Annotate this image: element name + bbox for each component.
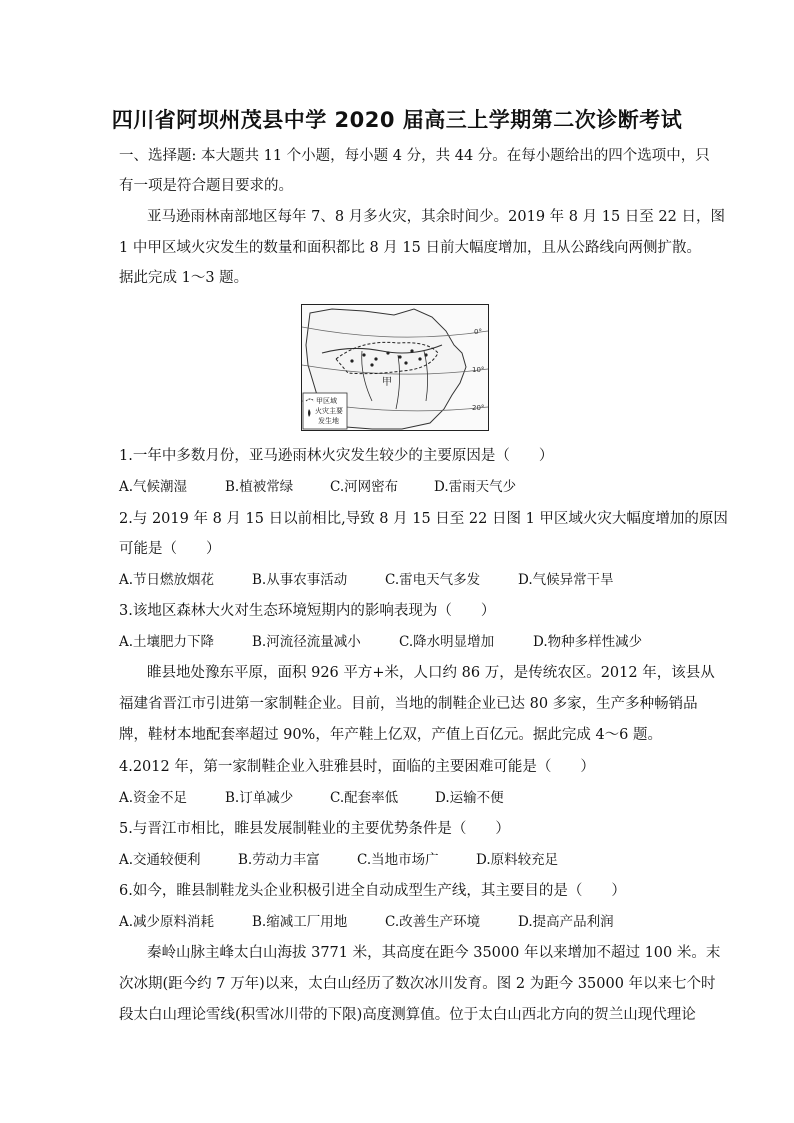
- q2-option-b[interactable]: B.从事农事活动: [252, 572, 348, 588]
- question-2-stem-line-2: 可能是（ ）: [119, 541, 221, 557]
- q6-option-c[interactable]: C.改善生产环境: [385, 914, 481, 930]
- question-2-stem-line-1: 2.与 2019 年 8 月 15 日以前相比,导致 8 月 15 日至 22 日图 1 甲区域火灾大幅度增加的原因: [119, 511, 728, 527]
- q3-option-a[interactable]: A.土壤肥力下降: [119, 634, 215, 650]
- passage-1-line-3: 据此完成 1～3 题。: [119, 270, 249, 286]
- passage-3-line-1: 秦岭山脉主峰太白山海拔 3771 米，其高度在距今 35000 年以来增加不超过 100 米。末: [147, 945, 721, 961]
- legend-label-fire-1: 火灾主要: [315, 407, 343, 415]
- lat-label-10: 10°: [472, 366, 485, 374]
- q6-option-d[interactable]: D.提高产品利润: [518, 914, 614, 930]
- passage-1-line-2: 1 中甲区域火灾发生的数量和面积都比 8 月 15 日前大幅度增加，且从公路线向两侧扩散。: [119, 240, 701, 256]
- passage-3-line-2: 次冰期(距今约 7 万年)以来，太白山经历了数次冰川发育。图 2 为距今 35000 年以来七个时: [119, 976, 716, 992]
- page-title: 四川省阿坝州茂县中学 2020 届高三上学期第二次诊断考试: [111, 108, 683, 132]
- q5-option-a[interactable]: A.交通较便利: [119, 852, 201, 868]
- q1-option-a[interactable]: A.气候潮湿: [119, 479, 188, 495]
- amazon-fire-map: [301, 304, 489, 431]
- question-3-stem: 3.该地区森林大火对生态环境短期内的影响表现为（ ）: [119, 603, 496, 619]
- lat-label-0: 0°: [474, 328, 482, 336]
- section-instruction-line-1: 一、选择题: 本大题共 11 个小题，每小题 4 分，共 44 分。在每小题给出的四个选项中，只: [119, 148, 710, 164]
- q4-option-a[interactable]: A.资金不足: [119, 790, 188, 806]
- q6-option-b[interactable]: B.缩减工厂用地: [252, 914, 348, 930]
- question-6-stem: 6.如今，睢县制鞋龙头企业积极引进全自动成型生产线，其主要目的是（ ）: [119, 883, 626, 899]
- passage-1-line-1: 亚马逊雨林南部地区每年 7、8 月多火灾，其余时间少。2019 年 8 月 15 日至 22 日，图: [147, 209, 725, 225]
- q4-option-b[interactable]: B.订单减少: [225, 790, 294, 806]
- question-4-stem: 4.2012 年，第一家制鞋企业入驻雅县时，面临的主要困难可能是（ ）: [119, 759, 595, 775]
- question-5-stem: 5.与晋江市相比，睢县发展制鞋业的主要优势条件是（ ）: [119, 821, 510, 837]
- q3-option-b[interactable]: B.河流径流量减小: [252, 634, 361, 650]
- q2-option-c[interactable]: C.雷电天气多发: [385, 572, 481, 588]
- q4-option-c[interactable]: C.配套率低: [330, 790, 399, 806]
- q4-option-d[interactable]: D.运输不便: [435, 790, 504, 806]
- q1-option-b[interactable]: B.植被常绿: [225, 479, 294, 495]
- q5-option-b[interactable]: B.劳动力丰富: [238, 852, 320, 868]
- q3-option-c[interactable]: C.降水明显增加: [399, 634, 495, 650]
- q1-option-d[interactable]: D.雷雨天气少: [434, 479, 517, 495]
- lat-label-20: 20°: [472, 404, 485, 412]
- map-drawing: [302, 305, 488, 430]
- q2-option-d[interactable]: D.气候异常干旱: [518, 572, 614, 588]
- passage-2-line-2: 福建省晋江市引进第一家制鞋企业。目前，当地的制鞋企业已达 80 多家，生产多种畅销品: [119, 696, 698, 712]
- question-1-stem: 1.一年中多数月份，亚马逊雨林火灾发生较少的主要原因是（ ）: [119, 448, 554, 464]
- passage-3-line-3: 段太白山理论雪线(积雪冰川带的下限)高度测算值。位于太白山西北方向的贺兰山现代理论: [119, 1007, 696, 1023]
- q3-option-d[interactable]: D.物种多样性减少: [533, 634, 643, 650]
- legend-label-region: 甲区域: [316, 397, 337, 405]
- passage-2-line-1: 睢县地处豫东平原，面积 926 平方+米，人口约 86 万，是传统农区。2012 年，该县从: [147, 665, 715, 681]
- q1-option-c[interactable]: C.河网密布: [330, 479, 399, 495]
- q5-option-c[interactable]: C.当地市场广: [357, 852, 439, 868]
- q6-option-a[interactable]: A.减少原料消耗: [119, 914, 215, 930]
- q2-option-a[interactable]: A.节日燃放烟花: [119, 572, 215, 588]
- section-instruction-line-2: 有一项是符合题目要求的。: [119, 178, 293, 194]
- passage-2-line-3: 牌，鞋材本地配套率超过 90%，年产鞋上亿双，产值上百亿元。据此完成 4～6 题。: [119, 727, 663, 743]
- q5-option-d[interactable]: D.原料较充足: [476, 852, 559, 868]
- region-label: 甲: [382, 377, 392, 388]
- legend-label-fire-2: 发生地: [318, 417, 339, 425]
